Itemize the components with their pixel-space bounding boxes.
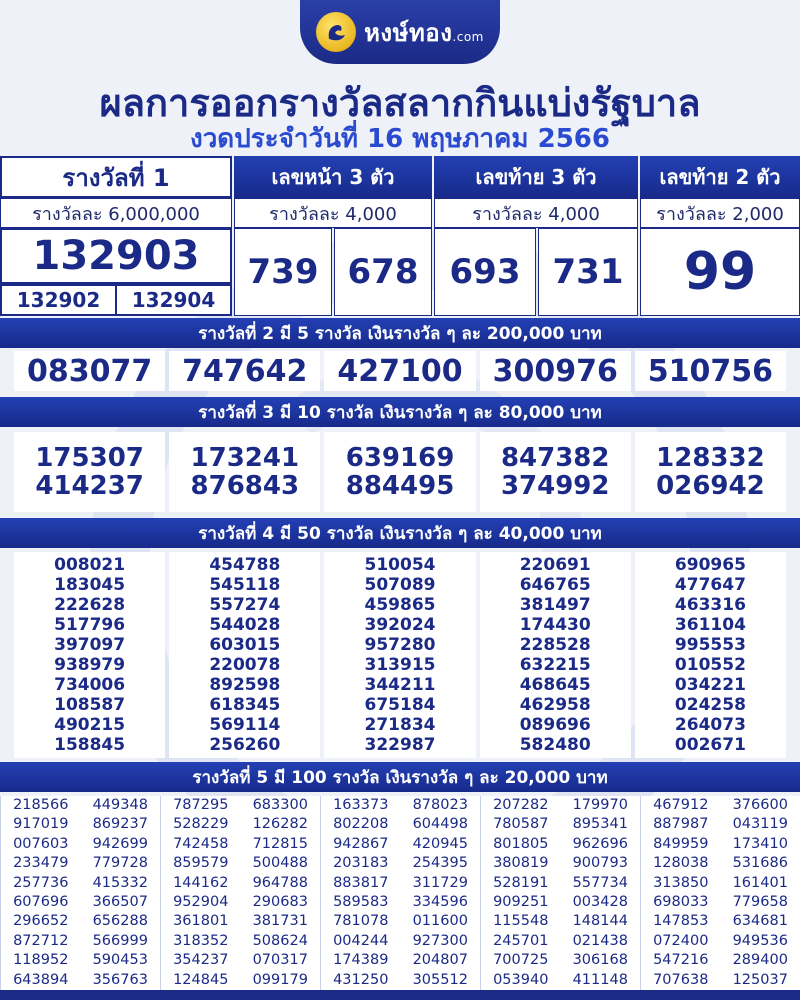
prize3-header: รางวัลที่ 3 มี 10 รางวัล เงินรางวัล ๆ ละ 80,000 บาท (0, 397, 800, 427)
prize2-grid (14, 351, 786, 391)
prize5-number: 004244 (333, 932, 389, 949)
prize5-number: 174389 (333, 952, 389, 969)
prize5-number: 148144 (572, 913, 628, 930)
prize5-number: 305512 (412, 971, 468, 988)
prize4-number: 008021 (54, 555, 126, 575)
front3-number: 739 (234, 228, 332, 316)
prize5-number: 431250 (333, 971, 389, 988)
prize5-number: 883817 (333, 874, 389, 891)
prize4-number: 322987 (364, 735, 436, 755)
prize4-number: 344211 (364, 675, 436, 695)
prize5-number: 707638 (653, 971, 709, 988)
prize5-number: 683300 (252, 797, 308, 813)
top-prizes (0, 156, 800, 316)
prize5-number: 072400 (653, 932, 709, 949)
prize3-column (635, 432, 786, 512)
prize5-number: 118952 (13, 952, 69, 969)
prize5-column (721, 796, 800, 990)
prize5-number: 849959 (653, 835, 709, 852)
prize3-number: 175307 (35, 443, 144, 473)
prize4-number: 024258 (674, 695, 746, 715)
prize5-number: 872712 (13, 932, 69, 949)
prize5-number: 124845 (173, 971, 229, 988)
prize5-header: รางวัลที่ 5 มี 100 รางวัล เงินรางวัล ๆ ละ 20,000 บาท (0, 762, 800, 792)
prize4-number: 477647 (674, 575, 746, 595)
prize3-grid (14, 432, 786, 512)
prize4-number: 544028 (209, 615, 281, 635)
prize4-number: 557274 (209, 595, 281, 615)
prize5-number: 233479 (13, 855, 69, 872)
back3-number: 693 (434, 228, 536, 316)
prize5-number: 254395 (412, 855, 468, 872)
first-prize-label: รางวัลที่ 1 (0, 156, 232, 198)
prize4-number: 507089 (364, 575, 436, 595)
prize5-number: 779658 (732, 894, 788, 911)
prize4-number: 361104 (674, 615, 746, 635)
prize5-number: 289400 (732, 952, 788, 969)
prize5-number: 962696 (572, 835, 628, 852)
prize5-number: 411148 (572, 971, 628, 988)
prize5-number: 207282 (493, 797, 549, 813)
prize4-number: 957280 (364, 635, 436, 655)
prize3-number: 026942 (656, 471, 765, 501)
prize5-number: 528191 (493, 874, 549, 891)
prize4-number: 228528 (519, 635, 591, 655)
prize2-number: 747642 (169, 351, 320, 391)
prize4-number: 510054 (364, 555, 436, 575)
prize5-number: 643894 (13, 971, 69, 988)
prize3-number: 173241 (190, 443, 300, 473)
prize5-number: 607696 (13, 894, 69, 911)
prize4-number: 459865 (364, 595, 436, 615)
prize5-number: 115548 (493, 913, 549, 930)
prize5-number: 381731 (252, 913, 308, 930)
prize4-column (324, 552, 475, 758)
prize5-number: 128038 (653, 855, 709, 872)
prize5-number: 334596 (412, 894, 468, 911)
prize4-number: 392024 (364, 615, 436, 635)
prize5-number: 011600 (412, 913, 468, 930)
footer-bar (0, 990, 800, 1000)
prize4-number: 034221 (674, 675, 746, 695)
draw-date: งวดประจำวันที่ 16 พฤษภาคม 2566 (190, 124, 610, 154)
prize5-number: 449348 (92, 797, 148, 813)
page-title: ผลการออกรางวัลสลากกินแบ่งรัฐบาล (99, 81, 701, 125)
prize4-number: 468645 (519, 675, 591, 695)
prize5-column (320, 796, 401, 990)
prize5-number: 126282 (252, 816, 308, 833)
prize4-number: 938979 (54, 655, 126, 675)
prize5-column (561, 796, 641, 990)
prize5-number: 007603 (13, 835, 69, 852)
prize4-number: 603015 (209, 635, 281, 655)
first-prize-near (0, 284, 232, 316)
prize2-number: 300976 (480, 351, 631, 391)
prize5-number: 415332 (92, 874, 148, 891)
prize4-number: 690965 (674, 555, 746, 575)
prize2-number: 427100 (324, 351, 475, 391)
back3-number: 731 (538, 228, 638, 316)
prize5-number: 566999 (92, 932, 148, 949)
prize4-number: 463316 (674, 595, 746, 615)
prize4-number: 264073 (674, 715, 746, 735)
prize5-column (640, 796, 721, 990)
prize5-number: 218566 (13, 797, 69, 813)
first-prize-number: 132903 (0, 228, 232, 284)
prize5-number: 053940 (493, 971, 549, 988)
prize5-number: 500488 (252, 855, 308, 872)
prize5-number: 801805 (493, 835, 549, 852)
prize5-number: 802208 (333, 816, 389, 833)
back2-label: เลขท้าย 2 ตัว (640, 156, 800, 198)
prize4-number: 734006 (54, 675, 126, 695)
prize5-column (160, 796, 241, 990)
prize5-number: 380819 (493, 855, 549, 872)
prize5-grid (0, 796, 800, 990)
prize4-column (480, 552, 631, 758)
prize5-number: 125037 (732, 971, 788, 988)
prize4-number: 271834 (364, 715, 436, 735)
back2-number: 99 (640, 228, 800, 316)
prize5-number: 070317 (252, 952, 308, 969)
prize3-column (480, 432, 631, 512)
prize4-number: 454788 (209, 555, 281, 575)
prize2-number: 083077 (14, 351, 165, 391)
prize5-number: 557734 (572, 874, 628, 891)
prize4-number: 183045 (54, 575, 126, 595)
prize5-number: 712815 (252, 835, 308, 852)
prize4-number: 462958 (519, 695, 591, 715)
prize5-column (81, 796, 161, 990)
prize5-number: 366507 (92, 894, 148, 911)
prize5-number: 144162 (173, 874, 229, 891)
prize5-number: 420945 (412, 835, 468, 852)
prize4-number: 174430 (519, 615, 591, 635)
prize5-number: 290683 (252, 894, 308, 911)
prize5-number: 781078 (333, 913, 389, 930)
prize4-number: 675184 (364, 695, 436, 715)
prize5-number: 467912 (653, 797, 709, 813)
prize5-column (480, 796, 561, 990)
prize5-number: 779728 (92, 855, 148, 872)
prize5-number: 043119 (732, 816, 788, 833)
front3-number: 678 (334, 228, 432, 316)
brand-name: หงษ์ทอง.com (364, 18, 484, 47)
prize5-column (241, 796, 321, 990)
near-number: 132902 (16, 288, 101, 312)
prize4-number: 313915 (364, 655, 436, 675)
prize4-number: 220078 (209, 655, 281, 675)
prize5-number: 878023 (412, 797, 468, 813)
near-number: 132904 (115, 286, 230, 314)
prize4-number: 381497 (519, 595, 591, 615)
prize5-number: 306168 (572, 952, 628, 969)
prize5-number: 942699 (92, 835, 148, 852)
prize5-number: 021438 (572, 932, 628, 949)
back2-amount: รางวัลละ 2,000 (640, 198, 800, 228)
prize5-number: 547216 (653, 952, 709, 969)
prize5-number: 376600 (732, 797, 788, 813)
prize5-number: 869237 (92, 816, 148, 833)
prize3-number: 876843 (190, 471, 300, 501)
prize4-number: 582480 (519, 735, 591, 755)
prize5-number: 318352 (173, 932, 229, 949)
prize5-number: 203183 (333, 855, 389, 872)
prize4-grid (14, 552, 786, 758)
back3-amount: รางวัลละ 4,000 (434, 198, 638, 228)
prize5-number: 589583 (333, 894, 389, 911)
prize5-number: 952904 (173, 894, 229, 911)
prize4-number: 545118 (209, 575, 281, 595)
prize4-number: 108587 (54, 695, 126, 715)
prize4-number: 995553 (674, 635, 746, 655)
prize5-number: 656288 (92, 913, 148, 930)
prize3-number: 374992 (500, 471, 610, 501)
prize5-column (0, 796, 81, 990)
front3-label: เลขหน้า 3 ตัว (234, 156, 432, 198)
prize5-number: 257736 (13, 874, 69, 891)
prize5-number: 099179 (252, 971, 308, 988)
brand-logo (300, 0, 500, 64)
prize5-number: 311729 (412, 874, 468, 891)
prize3-number: 639169 (345, 443, 455, 473)
prize4-column (169, 552, 320, 758)
prize4-number: 569114 (209, 715, 281, 735)
prize4-number: 646765 (519, 575, 591, 595)
front3-amount: รางวัลละ 4,000 (234, 198, 432, 228)
prize3-number: 847382 (500, 443, 610, 473)
prize4-number: 010552 (674, 655, 746, 675)
prize2-header: รางวัลที่ 2 มี 5 รางวัล เงินรางวัล ๆ ละ 200,000 บาท (0, 318, 800, 348)
prize4-number: 517796 (54, 615, 126, 635)
prize4-number: 158845 (54, 735, 126, 755)
prize4-number: 089696 (519, 715, 591, 735)
prize4-number: 220691 (519, 555, 591, 575)
prize5-number: 179970 (572, 797, 628, 813)
first-prize-amount: รางวัลละ 6,000,000 (0, 198, 232, 228)
prize5-number: 528229 (173, 816, 229, 833)
prize5-number: 003428 (572, 894, 628, 911)
prize5-number: 887987 (653, 816, 709, 833)
prize4-header: รางวัลที่ 4 มี 50 รางวัล เงินรางวัล ๆ ละ 40,000 บาท (0, 518, 800, 548)
prize3-column (14, 432, 165, 512)
prize4-column (14, 552, 165, 758)
prize5-number: 859579 (173, 855, 229, 872)
prize3-column (169, 432, 320, 512)
prize5-number: 895341 (572, 816, 628, 833)
prize5-number: 354237 (173, 952, 229, 969)
prize3-number: 128332 (656, 443, 765, 473)
prize5-number: 942867 (333, 835, 389, 852)
swan-logo-icon (316, 12, 356, 52)
prize5-number: 147853 (653, 913, 709, 930)
prize5-number: 787295 (173, 797, 229, 813)
prize5-number: 917019 (13, 816, 69, 833)
prize4-number: 002671 (674, 735, 746, 755)
prize5-number: 163373 (333, 797, 389, 813)
prize5-column (401, 796, 481, 990)
prize4-number: 490215 (54, 715, 126, 735)
prize5-number: 964788 (252, 874, 308, 891)
prize5-number: 742458 (173, 835, 229, 852)
prize5-number: 296652 (13, 913, 69, 930)
prize5-number: 161401 (732, 874, 788, 891)
prize5-number: 927300 (412, 932, 468, 949)
prize3-number: 414237 (35, 471, 144, 501)
prize5-number: 313850 (653, 874, 709, 891)
prize5-number: 356763 (92, 971, 148, 988)
prize5-number: 634681 (732, 913, 788, 930)
prize4-number: 618345 (209, 695, 281, 715)
prize5-number: 204807 (412, 952, 468, 969)
prize5-number: 604498 (412, 816, 468, 833)
prize4-column (635, 552, 786, 758)
prize5-number: 245701 (493, 932, 549, 949)
prize5-number: 531686 (732, 855, 788, 872)
prize4-number: 632215 (519, 655, 591, 675)
prize2-number: 510756 (635, 351, 786, 391)
prize4-number: 256260 (209, 735, 281, 755)
prize3-column (324, 432, 475, 512)
prize5-number: 900793 (572, 855, 628, 872)
prize4-number: 222628 (54, 595, 126, 615)
prize5-number: 949536 (732, 932, 788, 949)
prize5-number: 909251 (493, 894, 549, 911)
back3-label: เลขท้าย 3 ตัว (434, 156, 638, 198)
prize5-number: 698033 (653, 894, 709, 911)
prize5-number: 780587 (493, 816, 549, 833)
prize5-number: 361801 (173, 913, 229, 930)
prize5-number: 508624 (252, 932, 308, 949)
prize4-number: 397097 (54, 635, 126, 655)
prize5-number: 590453 (92, 952, 148, 969)
prize3-number: 884495 (345, 471, 455, 501)
prize5-number: 700725 (493, 952, 549, 969)
prize5-number: 173410 (732, 835, 788, 852)
prize4-number: 892598 (209, 675, 281, 695)
